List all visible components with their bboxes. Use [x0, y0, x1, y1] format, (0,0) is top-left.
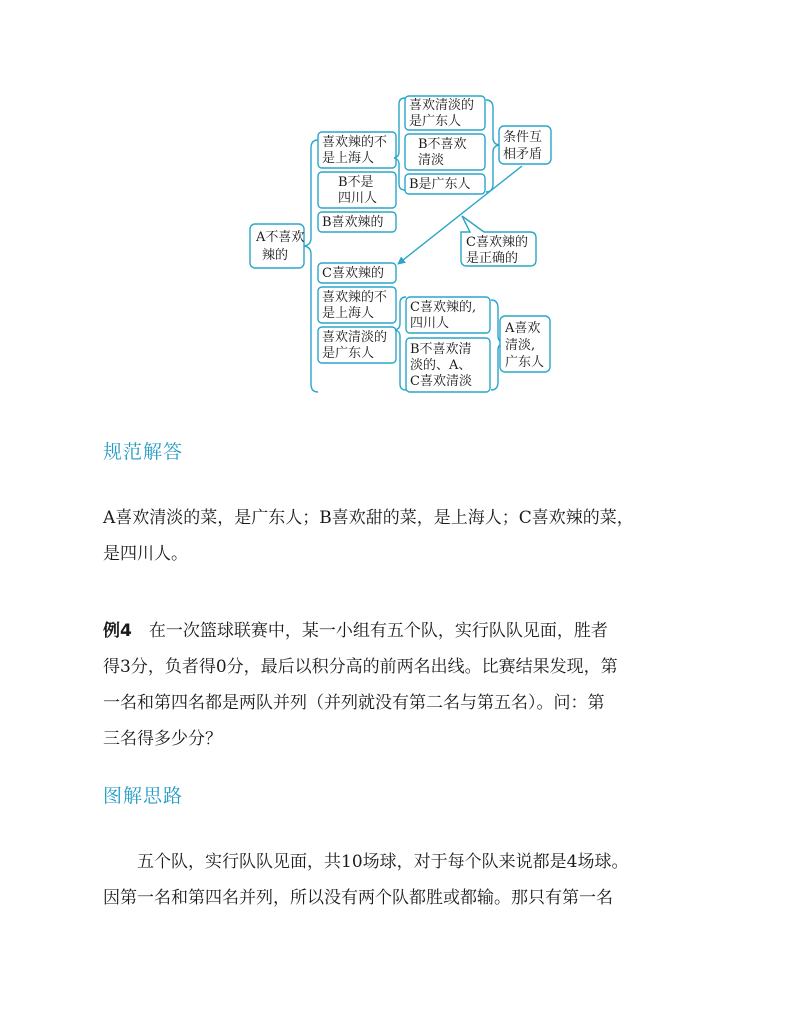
contradiction-brace: [486, 100, 499, 192]
example-line: 例4 在一次篮球联赛中，某一小组有五个队，实行队队见面，胜者: [103, 621, 608, 641]
svg-text:是广东人: 是广东人: [409, 114, 462, 129]
svg-text:C喜欢辣的: C喜欢辣的: [322, 266, 384, 281]
svg-text:是上海人: 是上海人: [322, 306, 375, 321]
answer-line: A喜欢清淡的菜，是广东人；B喜欢甜的菜，是上海人；C喜欢辣的菜，: [103, 508, 634, 528]
node-c-likes-spicy: [318, 263, 396, 283]
svg-text:B不喜欢清: B不喜欢清: [410, 342, 472, 357]
svg-text:是上海人: 是上海人: [322, 151, 375, 166]
node-b-not-sichuan: [318, 172, 396, 208]
root-brace: [304, 140, 318, 392]
node-light-is-guangdong-lower: [318, 327, 396, 363]
svg-text:喜欢辣的不: 喜欢辣的不: [322, 290, 388, 305]
node-b-likes-spicy: [318, 212, 396, 232]
example-line: 三名得多少分？: [103, 729, 222, 749]
svg-text:C喜欢辣的: C喜欢辣的: [466, 235, 528, 250]
node-b-not-light-a-c: [406, 338, 490, 392]
svg-text:A不喜欢: A不喜欢: [256, 230, 305, 245]
callout-c-spicy-correct: [461, 216, 536, 266]
node-b-not-light: [405, 134, 485, 170]
node-contradiction: [499, 126, 551, 164]
node-light-is-guangdong-upper: [405, 96, 485, 130]
svg-text:喜欢清淡的: 喜欢清淡的: [409, 98, 475, 113]
svg-text:喜欢辣的不: 喜欢辣的不: [322, 135, 388, 150]
node-b-is-guangdong: [405, 174, 485, 194]
svg-text:条件互: 条件互: [503, 130, 543, 145]
answer-line: 是四川人。: [103, 544, 188, 564]
svg-text:C喜欢清淡: C喜欢清淡: [410, 374, 472, 389]
svg-text:C喜欢辣的,: C喜欢辣的,: [410, 300, 477, 315]
svg-text:B是广东人: B是广东人: [409, 177, 471, 192]
svg-text:是广东人: 是广东人: [322, 346, 375, 361]
svg-text:B喜欢辣的: B喜欢辣的: [322, 215, 384, 230]
svg-text:清淡,: 清淡,: [505, 338, 536, 353]
example-label: 例4: [103, 621, 132, 641]
svg-text:四川人: 四川人: [338, 191, 378, 206]
svg-text:B不是: B不是: [338, 175, 374, 190]
reasoning-line: 五个队，实行队队见面，共10场球，对于每个队来说都是4场球。: [137, 852, 629, 872]
logic-tree-diagram: [0, 0, 800, 410]
svg-text:清淡: 清淡: [418, 153, 445, 168]
reasoning-paragraph: [103, 844, 703, 916]
section-heading-diagram-reasoning: 图解思路: [103, 785, 184, 807]
node-a-light-guangdong: [500, 316, 550, 372]
reasoning-line: 因第一名和第四名并列，所以没有两个队都胜或都输。那只有第一名: [103, 888, 613, 908]
svg-text:辣的: 辣的: [262, 248, 289, 263]
node-spicy-not-shanghai-lower: [318, 287, 396, 323]
example-paragraph: [103, 613, 703, 757]
answer-paragraph: [103, 500, 703, 572]
svg-text:A喜欢: A喜欢: [505, 321, 541, 336]
example-line: 一名和第四名都是两队并列（并列就没有第二名与第五名）。问：第: [103, 693, 605, 713]
node-a-not-spicy: [250, 224, 304, 268]
svg-text:B不喜欢: B不喜欢: [418, 137, 467, 152]
section-heading-standard-answer: 规范解答: [103, 441, 184, 463]
svg-text:相矛盾: 相矛盾: [503, 147, 543, 162]
node-spicy-not-shanghai-upper: [318, 132, 396, 168]
svg-text:四川人: 四川人: [410, 316, 450, 331]
node-c-spicy-sichuan: [406, 297, 490, 333]
example-line: 得3分，负者得0分，最后以积分高的前两名出线。比赛结果发现，第: [103, 657, 618, 677]
svg-text:淡的、A、: 淡的、A、: [410, 358, 472, 373]
svg-text:是正确的: 是正确的: [466, 251, 519, 266]
svg-text:广东人: 广东人: [505, 355, 545, 370]
svg-text:喜欢清淡的: 喜欢清淡的: [322, 330, 388, 345]
